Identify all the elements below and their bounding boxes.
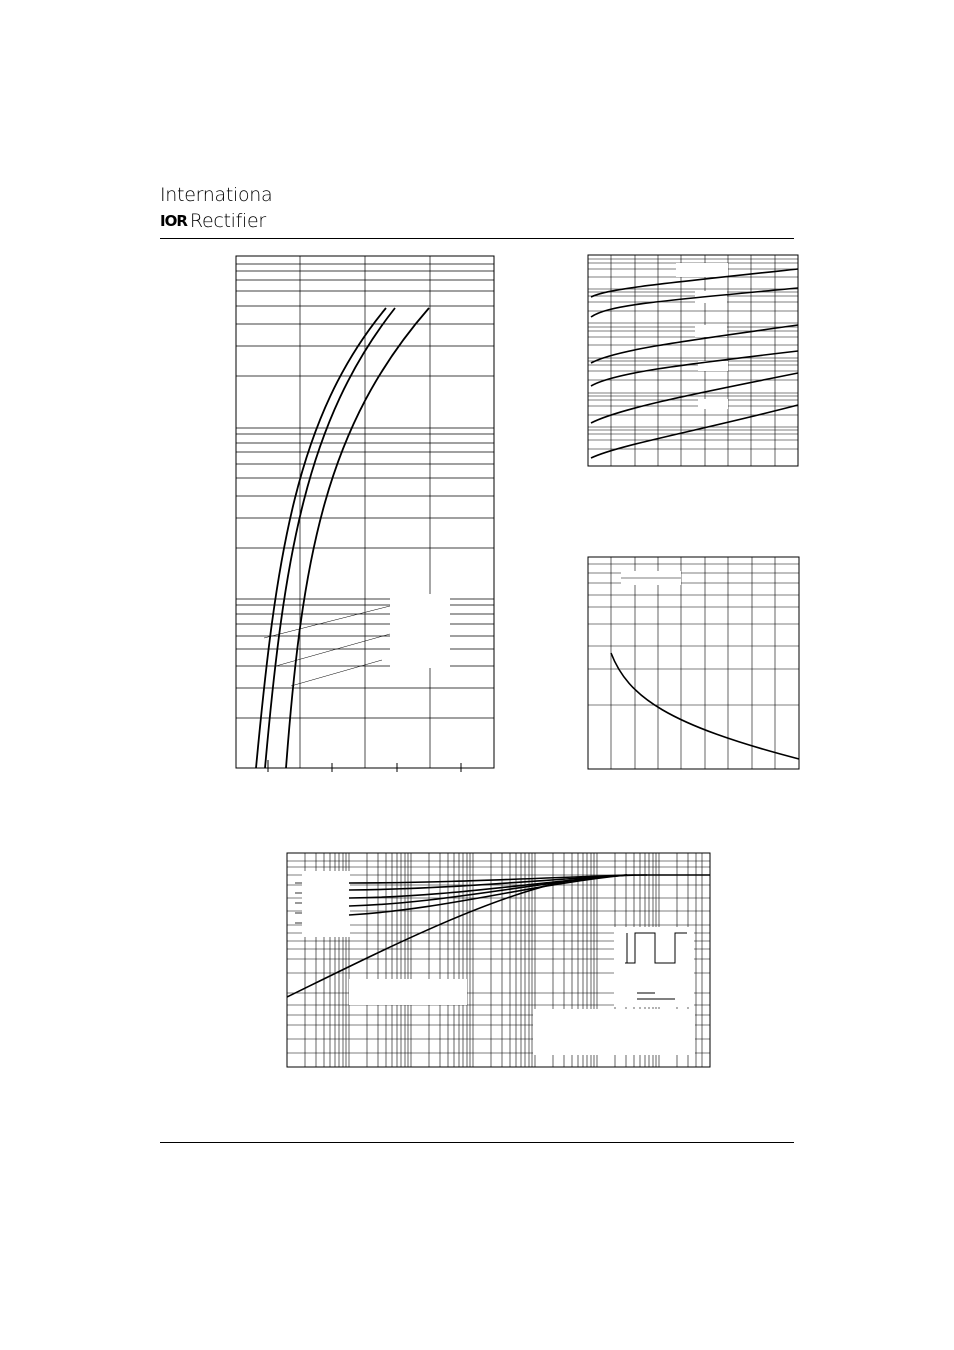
x-axis-ticks [268, 760, 461, 772]
legend-box [390, 594, 450, 668]
legend-pointers [264, 606, 390, 686]
grid-vertical [300, 256, 430, 768]
legend-ticks [295, 883, 302, 923]
logo-text-international: Internationa [160, 184, 273, 206]
figure-right-middle [588, 557, 799, 769]
logo-text-rectifier: Rectifier [189, 210, 266, 232]
plot-curves [256, 308, 429, 768]
footer-rule [160, 1142, 794, 1143]
header-rule [160, 238, 794, 239]
logo-mark-ior: IOR [160, 212, 187, 230]
company-logo [160, 184, 273, 236]
logo-row-rectifier [160, 210, 266, 232]
figure-top-right [588, 255, 798, 466]
figure-bottom-thermal [287, 853, 710, 1067]
figure-forward-characteristics [236, 256, 494, 768]
